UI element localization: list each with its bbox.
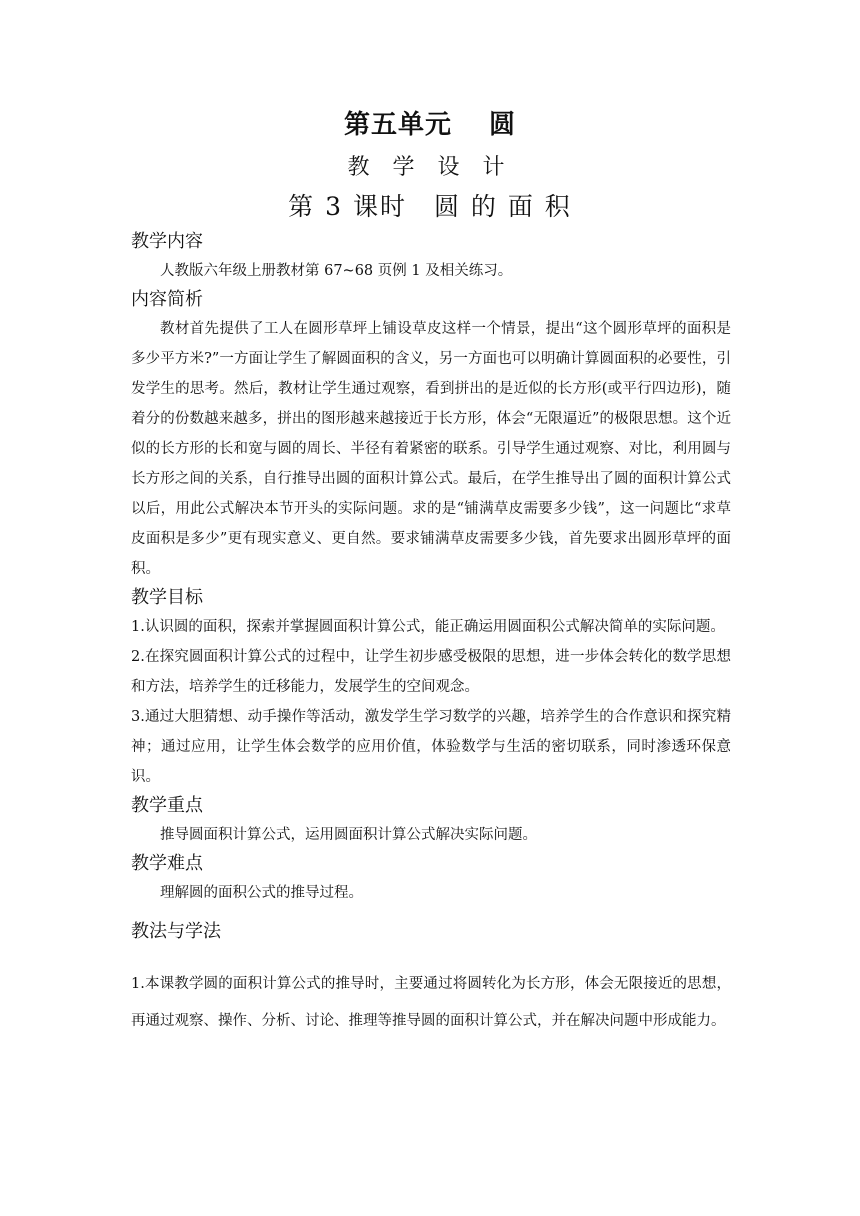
goal-item-2: 2.在探究圆面积计算公式的过程中，让学生初步感受极限的思想，进一步体会转化的数学思想和方法，培养学生的迁移能力，发展学生的空间观念。 (131, 649, 731, 695)
section-text-difficulties: 理解圆的面积公式的推导过程。 (160, 885, 363, 901)
section-text-methods: 1.本课教学圆的面积计算公式的推导时，主要通过将圆转化为长方形，体会无限接近的思想，再通过观察、操作、分析、讨论、推理等推导圆的面积计算公式，并在解决问题中形成能力。 (131, 976, 731, 1029)
lesson-title: 第 3 课时 圆 的 面 积 (288, 192, 572, 221)
unit-title: 第五单元 圆 (343, 110, 517, 140)
goal-item-1: 1.认识圆的面积，探索并掌握圆面积计算公式，能正确运用圆面积公式解决简单的实际问题。 (131, 619, 725, 635)
section-heading-key-points: 教学重点 (131, 795, 203, 816)
section-text-analysis: 教材首先提供了工人在圆形草坪上铺设草皮这样一个情景，提出“这个圆形草坪的面积是多少平方米?”一方面让学生了解圆面积的含义，另一方面也可以明确计算圆面积的必要性，引发学生的思考。然后，教材让学生通过观察，看到拼出的是近似的长方形(或平行四边形)，随着分的份数越来越多，拼出的图形越来越接近于长方形，体会“无限逼近”的极限思想。这个近似的长方形的长和宽与圆的周长、半径有着紧密的联系。引导学生通过观察、对比，利用圆与长方形之间的关系，自行推导出圆的面积计算公式。最后，在学生推导出了圆的面积计算公式以后，用此公式解决本节开头的实际问题。求的是“铺满草皮需要多少钱”，这一问题比“求草皮面积是多少”更有现实意义、更自然。要求铺满草皮需要多少钱，首先要求出圆形草坪的面积。 (131, 321, 731, 577)
section-text-key-points: 推导圆面积计算公式，运用圆面积计算公式解决实际问题。 (160, 827, 537, 843)
section-heading-methods: 教法与学法 (131, 921, 221, 942)
section-heading-goals: 教学目标 (131, 587, 203, 608)
section-text-content: 人教版六年级上册教材第 67~68 页例 1 及相关练习。 (160, 263, 513, 279)
goal-item-3: 3.通过大胆猜想、动手操作等活动，激发学生学习数学的兴趣，培养学生的合作意识和探究精神；通过应用，让学生体会数学的应用价值，体验数学与生活的密切联系，同时渗透环保意识。 (131, 709, 731, 785)
section-heading-difficulties: 教学难点 (131, 853, 203, 874)
document-body (131, 228, 731, 1040)
section-heading-content: 教学内容 (131, 231, 203, 252)
section-heading-analysis: 内容简析 (131, 289, 203, 310)
document-type: 教 学 设 计 (347, 155, 513, 180)
